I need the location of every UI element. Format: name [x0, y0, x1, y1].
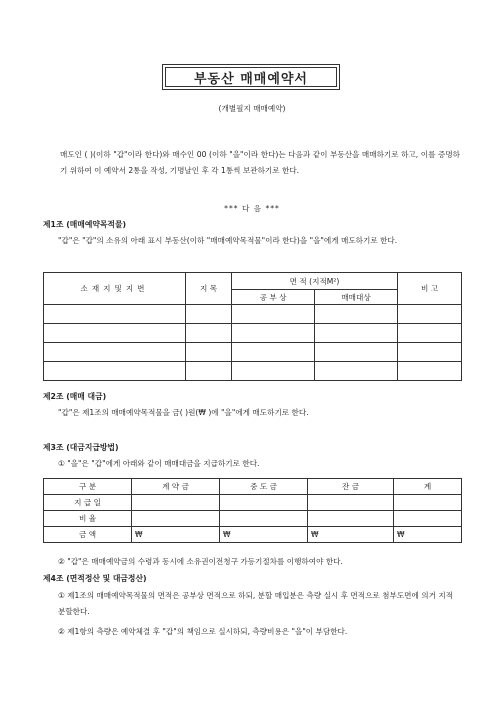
page-subtitle: (개별필지 매매예약): [218, 104, 286, 113]
table-row: [44, 527, 462, 543]
row-label: 비 율: [44, 511, 132, 527]
won-sign: ₩: [308, 527, 394, 543]
payment-header: 중 도 금: [220, 479, 308, 495]
article4-heading: 제4조 (면적정산 및 대금정산): [43, 574, 147, 583]
article1-heading: 제1조 (매매예약목적물): [43, 220, 127, 229]
table-row: [44, 362, 462, 381]
won-sign: ₩: [132, 527, 220, 543]
won-sign: ₩: [394, 527, 462, 543]
table-row: [44, 324, 462, 343]
intro-paragraph: 매도인 ( )(이하 "갑"이라 한다)와 매수인 00 (이하 "을"이라 한다)는 다음과 같이 부동산을 매매하기로 하고, 이를 증명하기 위하여 이 예약서 2통을 작성, 기명날인 후 각 1통씩 보관하기로 한다.: [60, 150, 460, 175]
won-sign: ₩: [220, 527, 308, 543]
col-note-header: 비 고: [398, 273, 462, 305]
property-table: [43, 272, 462, 381]
col-area-sale-header: 매매대상: [315, 290, 398, 305]
article1-text: "갑"은 "갑"의 소유의 아래 표시 부동산(이하 "매매예약목적물"이라 한다)을 "을"에게 매도하기로 한다.: [58, 236, 398, 245]
payment-header: 계: [394, 479, 462, 495]
article3-heading: 제3조 (대금지급방법): [43, 443, 119, 452]
page-title: 부동산 매매예약서: [194, 71, 308, 87]
col-location-header: 소재지및지번: [44, 273, 186, 305]
article2-heading: 제2조 (매매 대금): [43, 392, 107, 401]
article4-item1: ① 제1조의 매매예약목적물의 면적은 공부상 면적으로 하되, 분할 매입분은 측량 실시 후 면적으로 첨부도면에 의거 지적분할한다.: [58, 591, 454, 616]
payment-header: 잔 금: [308, 479, 394, 495]
title-box: [162, 64, 340, 90]
col-land-header: 지 목: [186, 273, 232, 305]
row-label: 지 급 일: [44, 495, 132, 511]
table-row: [44, 495, 462, 511]
article3-item1: ① "을"은 "갑"에게 아래와 같이 매매대금을 지급하기로 한다.: [58, 459, 260, 468]
payment-header: 계 약 금: [132, 479, 220, 495]
center-heading: *** 다 음 ***: [224, 204, 280, 213]
row-label: 금 액: [44, 527, 132, 543]
col-area-header: 면 적 (지적M²): [232, 273, 398, 290]
article4-item2: ② 제1항의 측량은 예약체결 후 "갑"의 책임으로 실시하되, 측량비용은 "을"이 부담한다.: [58, 627, 348, 636]
payment-header: 구 분: [44, 479, 132, 495]
table-row: [44, 305, 462, 324]
article3-item2: ② "갑"은 매매예약금의 수령과 동시에 소유권이전청구 가등기절차를 이행하여야 한다.: [58, 557, 343, 566]
table-row: [44, 343, 462, 362]
payment-table: [43, 478, 462, 543]
col-area-official-header: 공 부 상: [232, 290, 315, 305]
article2-text: "갑"은 제1조의 매매예약목적물을 금( )원(₩ )에 "을"에게 매도하기로 한다.: [58, 408, 309, 417]
table-row: [44, 511, 462, 527]
